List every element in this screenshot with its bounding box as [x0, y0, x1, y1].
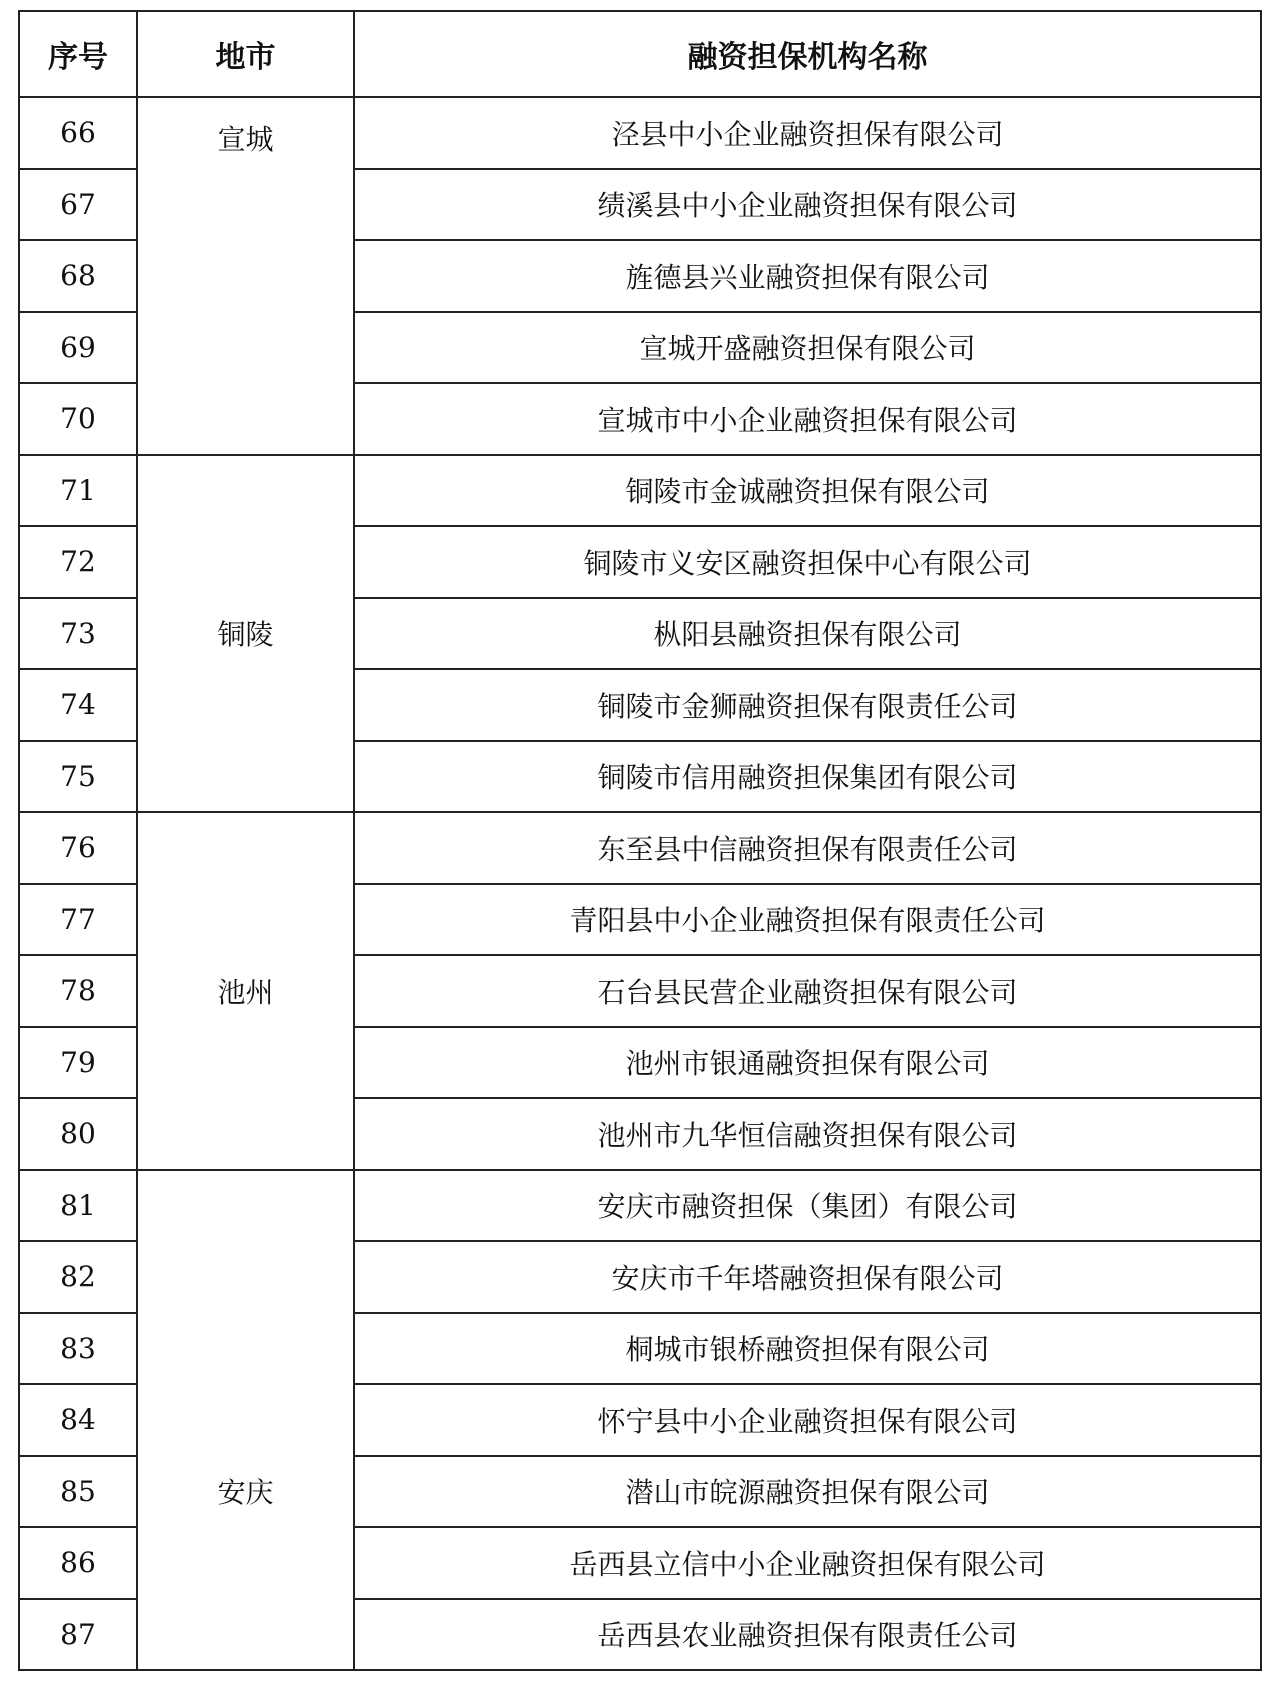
serial-number-cell: 69 — [19, 312, 137, 384]
institution-name-cell: 桐城市银桥融资担保有限公司 — [354, 1313, 1261, 1385]
serial-number-cell: 66 — [19, 97, 137, 169]
serial-number-cell: 82 — [19, 1241, 137, 1313]
institution-name-cell: 怀宁县中小企业融资担保有限公司 — [354, 1384, 1261, 1456]
serial-number-cell: 68 — [19, 240, 137, 312]
institution-name-cell: 枞阳县融资担保有限公司 — [354, 598, 1261, 670]
institution-name-cell: 岳西县农业融资担保有限责任公司 — [354, 1599, 1261, 1671]
institution-name-cell: 安庆市融资担保（集团）有限公司 — [354, 1170, 1261, 1242]
institution-name-cell: 铜陵市义安区融资担保中心有限公司 — [354, 526, 1261, 598]
serial-number-cell: 75 — [19, 741, 137, 813]
serial-number-cell: 70 — [19, 383, 137, 455]
table-row — [19, 812, 1261, 884]
institution-name-cell: 青阳县中小企业融资担保有限责任公司 — [354, 884, 1261, 956]
serial-number-cell: 78 — [19, 955, 137, 1027]
institution-name-cell: 东至县中信融资担保有限责任公司 — [354, 812, 1261, 884]
institution-name-cell: 铜陵市金诚融资担保有限公司 — [354, 455, 1261, 527]
institution-name-cell: 石台县民营企业融资担保有限公司 — [354, 955, 1261, 1027]
institution-name-cell: 铜陵市信用融资担保集团有限公司 — [354, 741, 1261, 813]
table-row — [19, 97, 1261, 169]
institution-name-cell: 池州市九华恒信融资担保有限公司 — [354, 1098, 1261, 1170]
header-city: 地市 — [137, 11, 354, 97]
institution-name-cell: 岳西县立信中小企业融资担保有限公司 — [354, 1527, 1261, 1599]
serial-number-cell: 73 — [19, 598, 137, 670]
institution-name-cell: 池州市银通融资担保有限公司 — [354, 1027, 1261, 1099]
serial-number-cell: 72 — [19, 526, 137, 598]
serial-number-cell: 84 — [19, 1384, 137, 1456]
serial-number-cell: 77 — [19, 884, 137, 956]
serial-number-cell: 67 — [19, 169, 137, 241]
city-cell: 铜陵 — [137, 455, 354, 813]
header-row — [19, 11, 1261, 97]
serial-number-cell: 87 — [19, 1599, 137, 1671]
serial-number-cell: 81 — [19, 1170, 137, 1242]
guarantee-institutions-table — [18, 10, 1262, 1671]
institution-name-cell: 安庆市千年塔融资担保有限公司 — [354, 1241, 1261, 1313]
city-cell: 宣城 — [137, 97, 354, 455]
header-institution-name: 融资担保机构名称 — [354, 11, 1261, 97]
institution-name-cell: 绩溪县中小企业融资担保有限公司 — [354, 169, 1261, 241]
institution-name-cell: 铜陵市金狮融资担保有限责任公司 — [354, 669, 1261, 741]
institution-name-cell: 潜山市皖源融资担保有限公司 — [354, 1456, 1261, 1528]
serial-number-cell: 74 — [19, 669, 137, 741]
serial-number-cell: 86 — [19, 1527, 137, 1599]
table-row — [19, 455, 1261, 527]
institution-name-cell: 旌德县兴业融资担保有限公司 — [354, 240, 1261, 312]
header-serial-number: 序号 — [19, 11, 137, 97]
institution-name-cell: 宣城市中小企业融资担保有限公司 — [354, 383, 1261, 455]
institution-name-cell: 泾县中小企业融资担保有限公司 — [354, 97, 1261, 169]
city-cell: 池州 — [137, 812, 354, 1170]
serial-number-cell: 79 — [19, 1027, 137, 1099]
table-row — [19, 1170, 1261, 1242]
serial-number-cell: 85 — [19, 1456, 137, 1528]
table-body — [19, 97, 1261, 1670]
city-cell: 安庆 — [137, 1170, 354, 1671]
serial-number-cell: 71 — [19, 455, 137, 527]
serial-number-cell: 83 — [19, 1313, 137, 1385]
serial-number-cell: 76 — [19, 812, 137, 884]
serial-number-cell: 80 — [19, 1098, 137, 1170]
institution-name-cell: 宣城开盛融资担保有限公司 — [354, 312, 1261, 384]
